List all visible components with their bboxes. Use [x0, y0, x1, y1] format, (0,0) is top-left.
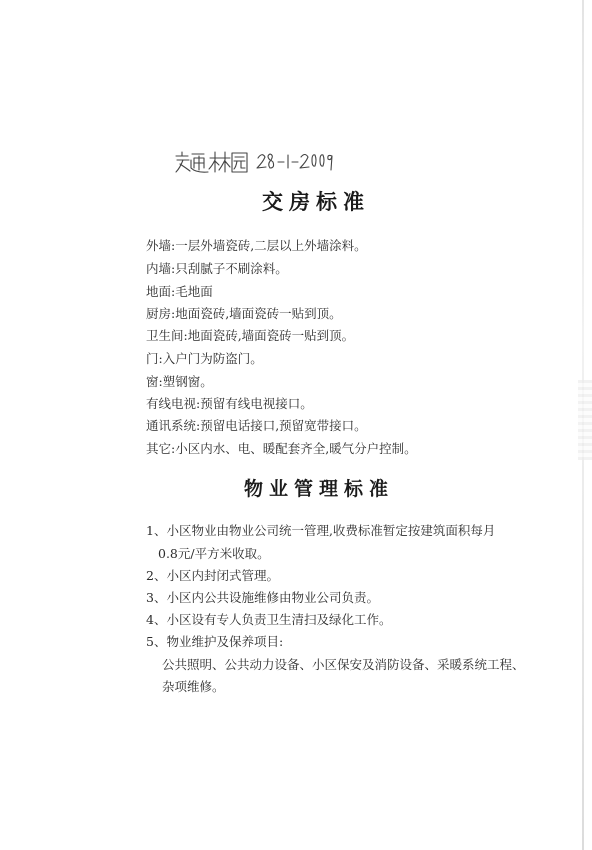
title-handover-standard: 交房标准	[262, 190, 370, 214]
handwritten-note	[174, 146, 334, 176]
handover-item-window: 窗:塑钢窗。	[146, 374, 213, 389]
property-item-1-continued: 0.8元/平方米收取。	[158, 546, 270, 561]
title-property-management-standard: 物业管理标准	[243, 478, 394, 500]
property-item-5: 5、物业维护及保养项目:	[146, 634, 284, 649]
scan-artifact	[578, 380, 592, 460]
handwritten-signature	[174, 146, 334, 176]
handover-item-interior-wall: 内墙:只刮腻子不刷涂料。	[146, 261, 288, 276]
property-item-2: 2、小区内封闭式管理。	[146, 568, 279, 583]
handover-item-door: 门:入户门为防盗门。	[146, 351, 263, 366]
handover-item-kitchen: 厨房:地面瓷砖,墙面瓷砖一贴到顶。	[146, 306, 342, 321]
handover-item-other: 其它:小区内水、电、暖配套齐全,暖气分户控制。	[146, 441, 417, 456]
handover-item-cable-tv: 有线电视:预留有线电视接口。	[146, 396, 313, 411]
handover-item-exterior-wall: 外墙:一层外墙瓷砖,二层以上外墙涂料。	[146, 238, 367, 253]
handover-item-bathroom: 卫生间:地面瓷砖,墙面瓷砖一贴到顶。	[146, 328, 355, 343]
handover-item-communication: 通讯系统:预留电话接口,预留宽带接口。	[146, 418, 367, 433]
property-item-5-detail-continued: 杂项维修。	[162, 679, 225, 694]
property-item-5-detail: 公共照明、公共动力设备、小区保安及消防设备、采暖系统工程、	[162, 657, 525, 672]
property-item-1: 1、小区物业由物业公司统一管理,收费标准暂定按建筑面积每月	[146, 523, 496, 538]
handover-item-floor: 地面:毛地面	[146, 284, 213, 299]
property-item-3: 3、小区内公共设施维修由物业公司负责。	[146, 590, 379, 605]
property-item-4: 4、小区设有专人负责卫生清扫及绿化工作。	[146, 612, 392, 627]
